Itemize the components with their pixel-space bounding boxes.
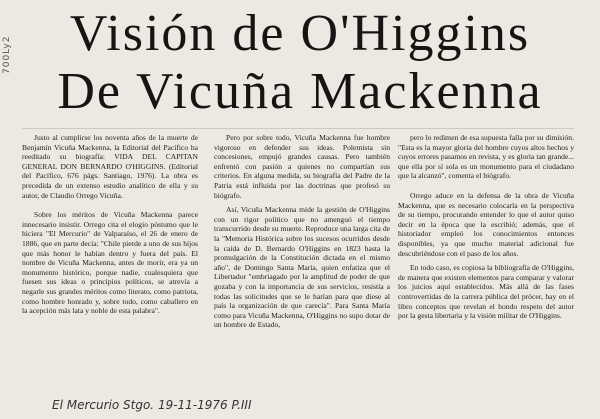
article-paragraph: Justo al cumplirse los noventa años de la muerte de Benjamín Vicuña Mackenna, la Editorial del Pacífico ha reeditado su biografía: VIDA DEL CAPITAN GENERAL DON BERNARDO O'HIGGINS. (Editorial del Pacífico, 676 págs. Santiago, 1976). La obra es precedida de un extenso estudio analítico de ella y su autor, de Claudio Orrego Vicuña.: [22, 133, 198, 200]
archive-margin-note: 700Ly2: [2, 35, 12, 74]
article-paragraph: pero lo redimen de esa supuesta falla por su dimisión. "Esta es la mayor gloria del hombre cuyos altos hechos y cuyos errores pasamos en revista, y es gloria tan grande... que ella por sí sola es un monumento para el ciudadano que la alcanzó", comenta el biógrafo.: [398, 133, 574, 181]
headline-line-2: De Vicuña Mackenna: [57, 63, 543, 120]
article-column-3: [398, 133, 574, 326]
headline-line-1: Visión de O'Higgins: [69, 5, 531, 62]
handwritten-source-note: El Mercurio Stgo. 19-11-1976 P.III: [52, 398, 252, 412]
article-paragraph: Así, Vicuña Mackenna mide la gestión de O'Higgins con un rigor político que no amenguó el tiempo transcurrido desde su muerte. Reproduce una larga cita de la "Memoria Histórica sobre los sucesos ocurridos desde la caída de D. Bernardo O'Higgins en 1823 hasta la promulgación de la Constitución dictada en el mismo año", de Domingo Santa María, quien enfatiza que el Libertador "embriagado por la amplitud de poder de que gozaba y con la importancia de sus servicios, resistía a todas las solicitudes que se le harían para que diese al país la organización de que carecía". Para Santa María como para Vicuña Mackenna, O'Higgins no supo dotar de un hombre de Estado,: [214, 205, 390, 330]
article-paragraph: Orrego aduce en la defensa de la obra de Vicuña Mackenna, que es necesario colocarla en la perspectiva de su tiempo, procurando entender lo que el autor quiso decir en la época que la escribió; además, que el historiador empleó los conocimientos entonces disponibles, ya que mucho material adicional fue descubriéndose con el paso de los años.: [398, 190, 574, 258]
article-paragraph: En todo caso, es copiosa la bibliografía de O'Higgins, de manera que existen elementos para comparar y valorar los juicios aquí establecidos. Más allá de las fases controvertidas de la carrera pública del prócer, hay en el libro conceptos que revelan el hondo respeto del autor por la gesta libertaria y la visión militar de O'Higgins.: [398, 263, 574, 321]
article-paragraph: Pero por sobre todo, Vicuña Mackenna fue hombre vigoroso en defender sus ideas. Polemista sin concesiones, empujó grandes causas. Pero también enfrentó con pasión a quienes no compartían sus criterios. En alguna medida, su biografía del Padre de la Patria está influida por las doctrinas que profesó su biógrafo.: [214, 133, 390, 200]
article-paragraph: Sobre los méritos de Vicuña Mackenna parece innecesario insistir. Orrego cita el elogio póstumo que le hiciera "El Mercurio" de Valparaíso, el 26 de enero de 1886, que en parte decía: "Chile pierde a uno de sus hijos que más honor le habían dentro y fuera del país. El nombre de Vicuña Mackenna, antes de morir, era ya un monumento histórico, porque nadie, cualesquiera que fuesen sus ideas o principios políticos, se atrevía a negarle sus grandes méritos como literato, como patriota, como hombre honrado y, sobre todo, como caballero en la acepción más lata y noble de esta palabra".: [22, 210, 198, 316]
article-column-2: [214, 133, 390, 335]
article-column-1: [22, 133, 198, 321]
headline-divider: [22, 128, 574, 129]
